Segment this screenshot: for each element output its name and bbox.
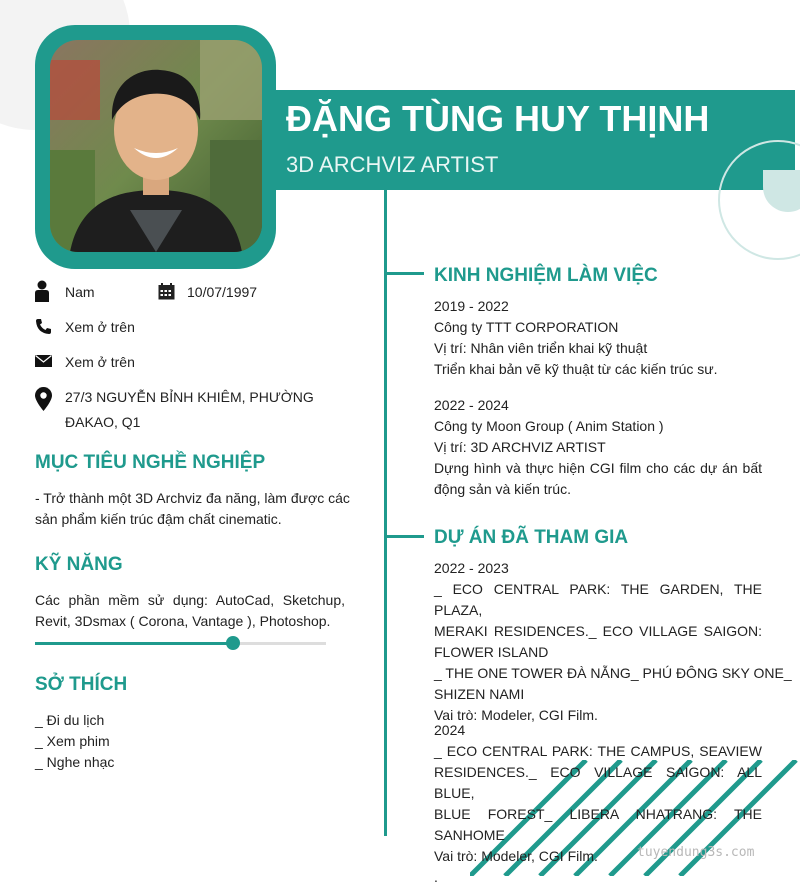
project-line: BLUE FOREST_ LIBERA NHATRANG: THE SANHOME [434,806,762,843]
profile-photo [50,40,262,252]
experience-description: động sản và kiến trúc. [434,481,571,497]
phone-icon [35,318,52,335]
experience-position: Vị trí: 3D ARCHVIZ ARTIST [434,439,606,455]
birthday-value: 10/07/1997 [187,284,258,300]
experience-period: 2022 - 2024 [434,397,509,413]
objective-heading: MỤC TIÊU NGHỀ NGHIỆP [35,452,266,473]
project-line: MERAKI RESIDENCES._ ECO VILLAGE SAIGON: [434,623,762,639]
email-icon [35,355,52,367]
project-entry-2 [434,720,762,888]
location-pin-icon [35,387,52,411]
project-line: . [434,869,438,885]
objective-line: sản phẩm kiến trúc đậm chất cinematic. [35,511,282,527]
name-banner [276,90,795,190]
skills-line: Revit, 3Dsmax ( Corona, Vantage ), Photoshop. [35,613,331,629]
project-entry-1 [434,558,792,726]
hobby-item: _ Đi du lịch [35,712,105,728]
address-line-2: ĐAKAO, Q1 [65,414,141,430]
gender-value: Nam [65,284,95,300]
address-line-1: 27/3 NGUYỄN BỈNH KHIÊM, PHƯỜNG [65,389,314,405]
objective-text [35,488,350,530]
experience-position: Vị trí: Nhân viên triển khai kỹ thuật [434,340,648,356]
hobby-item: _ Xem phim [35,733,110,749]
timeline-tick-experience [384,272,424,275]
timeline-tick-projects [384,535,424,538]
experience-entry-2 [434,395,762,500]
job-title: 3D ARCHVIZ ARTIST [286,152,499,177]
skill-level-fill [35,642,233,645]
watermark: tuyendung3s.com [637,845,755,860]
hobby-item: _ Nghe nhạc [35,754,115,770]
hobbies-heading: SỞ THÍCH [35,674,128,695]
calendar-icon [158,283,175,300]
project-period: 2024 [434,722,466,738]
experience-period: 2019 - 2022 [434,298,509,314]
skills-heading: KỸ NĂNG [35,554,123,575]
project-line: FLOWER ISLAND [434,644,549,660]
project-line: RESIDENCES._ ECO VILLAGE SAIGON: ALL BLUE, [434,764,762,801]
email-value: Xem ở trên [65,354,135,370]
phone-value: Xem ở trên [65,319,135,335]
experience-heading: KINH NGHIỆM LÀM VIỆC [434,265,658,286]
skill-level-knob [226,636,240,650]
objective-line: - Trở thành một 3D Archviz đa năng, làm được các [35,490,350,506]
experience-entry-1 [434,296,762,380]
full-name: ĐẶNG TÙNG HUY THỊNH [286,98,710,139]
experience-description: Dựng hình và thực hiện CGI film cho các dự án bất [434,460,762,476]
person-icon [35,280,49,302]
skills-text [35,590,345,632]
experience-company: Công ty TTT CORPORATION [434,319,619,335]
project-role: Vai trò: Modeler, CGI Film. [434,848,598,864]
skills-line: Các phần mềm sử dụng: AutoCad, Sketchup, [35,592,345,608]
project-line: _ THE ONE TOWER ĐÀ NẴNG_ PHÚ ĐÔNG SKY ONE_ [434,665,792,681]
project-line: _ ECO CENTRAL PARK: THE GARDEN, THE PLAZA, [434,581,762,618]
project-line: _ ECO CENTRAL PARK: THE CAMPUS, SEAVIEW [434,743,762,759]
projects-heading: DỰ ÁN ĐÃ THAM GIA [434,527,629,548]
project-line: SHIZEN NAMI [434,686,525,702]
project-role: Vai trò: Modeler, CGI Film. [434,707,598,723]
timeline-line [384,190,387,836]
experience-description: Triển khai bản vẽ kỹ thuật từ các kiến trúc sư. [434,361,718,377]
hobbies-list [35,710,345,773]
experience-company: Công ty Moon Group ( Anim Station ) [434,418,664,434]
project-period: 2022 - 2023 [434,560,509,576]
